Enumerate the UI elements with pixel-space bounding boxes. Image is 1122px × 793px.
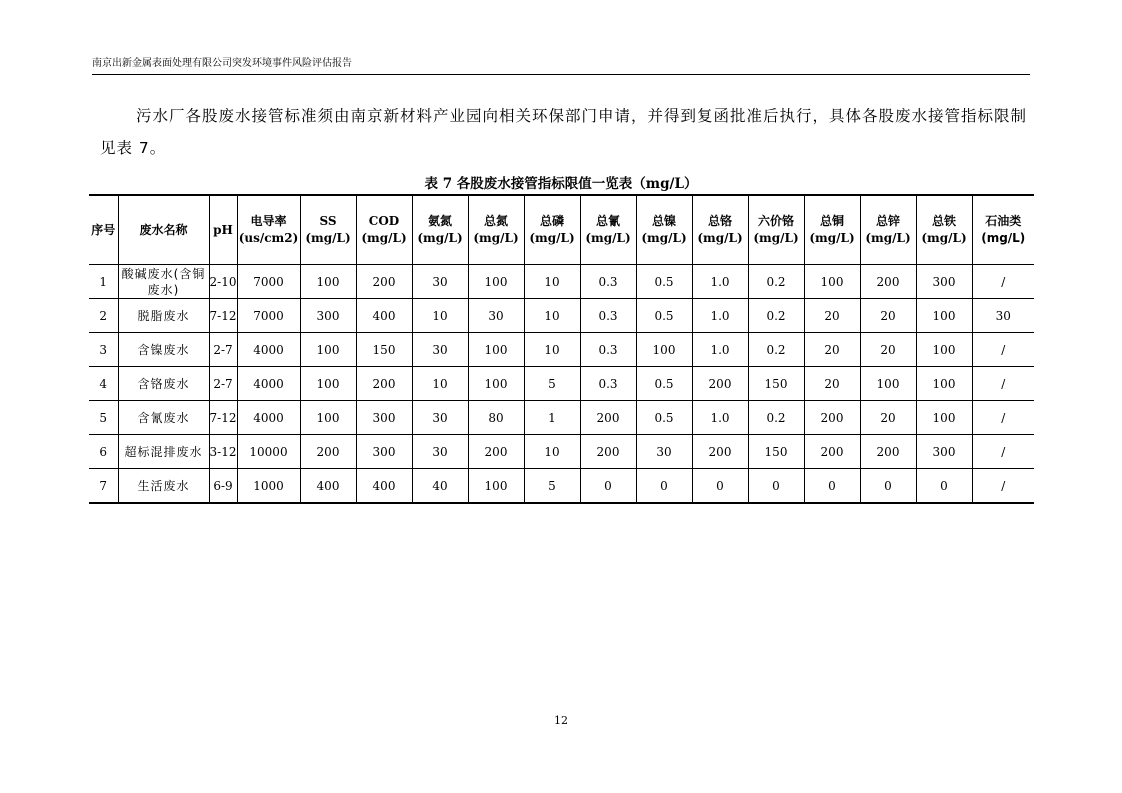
table-cell: 6-9 <box>209 469 237 504</box>
table-cell: 300 <box>300 299 356 333</box>
table-cell: 2-7 <box>209 367 237 401</box>
table-cell: 1.0 <box>692 401 748 435</box>
table-cell: 30 <box>412 265 468 299</box>
table-cell: 20 <box>860 401 916 435</box>
column-header: 总锌 (mg/L) <box>860 195 916 265</box>
table-cell: 100 <box>300 367 356 401</box>
table-row <box>89 367 1034 401</box>
column-header: COD (mg/L) <box>356 195 412 265</box>
table-cell: 300 <box>916 435 972 469</box>
table-cell: 4000 <box>237 333 300 367</box>
wastewater-name-cell: 含铬废水 <box>118 367 209 401</box>
table-cell: 150 <box>748 367 804 401</box>
table-cell: 100 <box>300 265 356 299</box>
table-cell: 100 <box>468 265 524 299</box>
table-cell: 100 <box>300 401 356 435</box>
table-cell: 7-12 <box>209 401 237 435</box>
column-header: 氨氮 (mg/L) <box>412 195 468 265</box>
table-cell: 80 <box>468 401 524 435</box>
table-cell: 100 <box>916 333 972 367</box>
table-cell: 100 <box>468 469 524 504</box>
table-cell: 1 <box>524 401 580 435</box>
table-cell: 5 <box>89 401 118 435</box>
column-header: 总镍 (mg/L) <box>636 195 692 265</box>
table-cell: 0 <box>636 469 692 504</box>
table-cell: 300 <box>916 265 972 299</box>
page-header: 南京出新金属表面处理有限公司突发环境事件风险评估报告 <box>92 54 1030 75</box>
table-cell: 30 <box>412 401 468 435</box>
table-cell: 200 <box>580 435 636 469</box>
table-cell: 400 <box>356 299 412 333</box>
table-cell: 0 <box>580 469 636 504</box>
table-cell: / <box>972 469 1034 504</box>
table-cell: 6 <box>89 435 118 469</box>
table-cell: 200 <box>804 435 860 469</box>
table-cell: 3 <box>89 333 118 367</box>
table-cell: / <box>972 333 1034 367</box>
table-cell: 100 <box>916 299 972 333</box>
column-header: 总氮 (mg/L) <box>468 195 524 265</box>
table-cell: 4000 <box>237 401 300 435</box>
table-cell: 0 <box>860 469 916 504</box>
table-cell: 5 <box>524 367 580 401</box>
table-cell: 30 <box>972 299 1034 333</box>
column-header: 总铬 (mg/L) <box>692 195 748 265</box>
table-cell: 100 <box>916 367 972 401</box>
table-cell: 10 <box>524 299 580 333</box>
table-cell: 7-12 <box>209 299 237 333</box>
table-cell: 0.5 <box>636 299 692 333</box>
table-cell: 200 <box>804 401 860 435</box>
table-cell: 100 <box>636 333 692 367</box>
table-cell: 20 <box>860 299 916 333</box>
table-cell: 0.3 <box>580 333 636 367</box>
table-cell: 100 <box>468 367 524 401</box>
wastewater-name-cell: 含氰废水 <box>118 401 209 435</box>
table-cell: 100 <box>860 367 916 401</box>
table-cell: 1.0 <box>692 265 748 299</box>
table-cell: 10 <box>524 435 580 469</box>
wastewater-limits-table <box>89 194 1034 504</box>
table-row <box>89 435 1034 469</box>
table-cell: 0.2 <box>748 401 804 435</box>
table-cell: 40 <box>412 469 468 504</box>
table-cell: 30 <box>412 333 468 367</box>
column-header: 总氰 (mg/L) <box>580 195 636 265</box>
table-cell: 400 <box>300 469 356 504</box>
table-cell: 200 <box>860 435 916 469</box>
table-cell: 0.3 <box>580 367 636 401</box>
table-row <box>89 265 1034 299</box>
table-cell: 10000 <box>237 435 300 469</box>
table-cell: 0.5 <box>636 367 692 401</box>
wastewater-name-cell: 超标混排废水 <box>118 435 209 469</box>
table-cell: 150 <box>356 333 412 367</box>
wastewater-name-cell: 酸碱废水(含铜废水) <box>118 265 209 299</box>
table-cell: 100 <box>468 333 524 367</box>
column-header: 石油类 (mg/L) <box>972 195 1034 265</box>
table-cell: 0 <box>692 469 748 504</box>
table-cell: 30 <box>468 299 524 333</box>
table-cell: 200 <box>692 367 748 401</box>
table-cell: 100 <box>916 401 972 435</box>
column-header: 废水名称 <box>118 195 209 265</box>
table-cell: 0.2 <box>748 265 804 299</box>
table-cell: 20 <box>804 367 860 401</box>
column-header: SS (mg/L) <box>300 195 356 265</box>
table-cell: 4 <box>89 367 118 401</box>
table-cell: 0.2 <box>748 333 804 367</box>
table-cell: 2-10 <box>209 265 237 299</box>
table-cell: 200 <box>468 435 524 469</box>
table-cell: 200 <box>692 435 748 469</box>
table-cell: / <box>972 367 1034 401</box>
table-cell: 200 <box>580 401 636 435</box>
wastewater-name-cell: 含镍废水 <box>118 333 209 367</box>
table-cell: 150 <box>748 435 804 469</box>
table-cell: 1000 <box>237 469 300 504</box>
table-cell: 100 <box>804 265 860 299</box>
table-row <box>89 333 1034 367</box>
table-cell: 400 <box>356 469 412 504</box>
table-cell: 4000 <box>237 367 300 401</box>
table-cell: 3-12 <box>209 435 237 469</box>
table-cell: / <box>972 265 1034 299</box>
table-cell: 20 <box>860 333 916 367</box>
table-cell: 10 <box>412 299 468 333</box>
table-caption: 表 7 各股废水接管指标限值一览表（mg/L） <box>424 176 698 192</box>
table-cell: 10 <box>524 333 580 367</box>
column-header: 总磷 (mg/L) <box>524 195 580 265</box>
column-header: 序号 <box>89 195 118 265</box>
table-cell: / <box>972 435 1034 469</box>
table-row <box>89 469 1034 504</box>
wastewater-name-cell: 脱脂废水 <box>118 299 209 333</box>
table-cell: 5 <box>524 469 580 504</box>
table-row <box>89 299 1034 333</box>
column-header: pH <box>209 195 237 265</box>
table-cell: 1.0 <box>692 299 748 333</box>
table-cell: 100 <box>300 333 356 367</box>
table-cell: 2-7 <box>209 333 237 367</box>
table-cell: 10 <box>412 367 468 401</box>
table-cell: 200 <box>356 265 412 299</box>
table-cell: 0.3 <box>580 265 636 299</box>
table-cell: 10 <box>524 265 580 299</box>
table-cell: 300 <box>356 435 412 469</box>
table-cell: 1 <box>89 265 118 299</box>
table-cell: 0 <box>804 469 860 504</box>
table-cell: 200 <box>300 435 356 469</box>
table-cell: 0.3 <box>580 299 636 333</box>
table-cell: 300 <box>356 401 412 435</box>
page-number: 12 <box>554 714 568 727</box>
table-cell: 30 <box>412 435 468 469</box>
table-cell: / <box>972 401 1034 435</box>
table-cell: 30 <box>636 435 692 469</box>
body-paragraph: 污水厂各股废水接管标准须由南京新材料产业园向相关环保部门申请，并得到复函批准后执行，具体各股废水接管指标限制见表 7。 <box>100 107 1028 157</box>
table-cell: 7000 <box>237 265 300 299</box>
table-cell: 20 <box>804 299 860 333</box>
table-cell: 0.5 <box>636 265 692 299</box>
column-header: 总铜 (mg/L) <box>804 195 860 265</box>
table-cell: 20 <box>804 333 860 367</box>
column-header: 总铁 (mg/L) <box>916 195 972 265</box>
table-header-row <box>89 195 1034 265</box>
table-cell: 0.5 <box>636 401 692 435</box>
table-cell: 200 <box>860 265 916 299</box>
table-cell: 0.2 <box>748 299 804 333</box>
table-cell: 7 <box>89 469 118 504</box>
column-header: 电导率 (us/cm2) <box>237 195 300 265</box>
wastewater-name-cell: 生活废水 <box>118 469 209 504</box>
table-cell: 0 <box>916 469 972 504</box>
table-cell: 2 <box>89 299 118 333</box>
table-cell: 200 <box>356 367 412 401</box>
table-cell: 7000 <box>237 299 300 333</box>
column-header: 六价铬 (mg/L) <box>748 195 804 265</box>
table-row <box>89 401 1034 435</box>
table-cell: 1.0 <box>692 333 748 367</box>
table-cell: 0 <box>748 469 804 504</box>
